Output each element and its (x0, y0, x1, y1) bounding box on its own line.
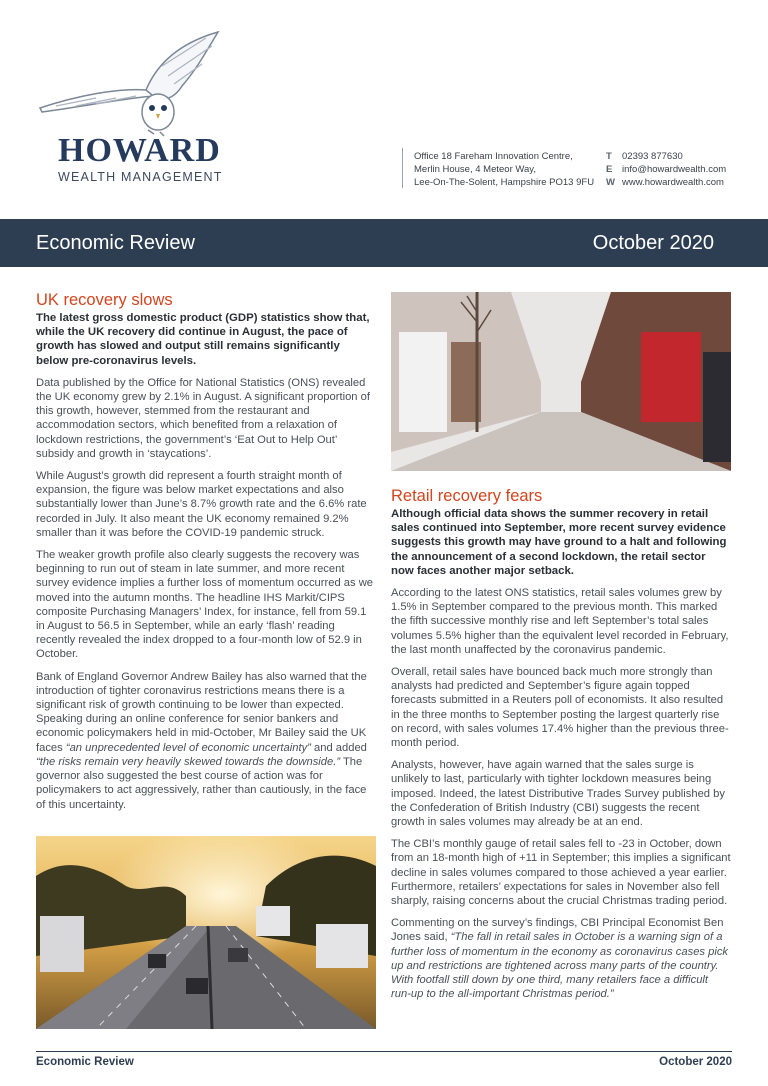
article1-paragraph (36, 670, 374, 812)
banner-date: October 2020 (592, 232, 714, 254)
address-line: Merlin House, 4 Meteor Way, (414, 164, 536, 175)
website-link[interactable]: www.howardwealth.com (622, 177, 724, 188)
article1-lead: The latest gross domestic product (GDP) statistics show that, while the UK recovery did continue in August, the pace of growth has slowed and output still remains significantly below pre-coronavirus levels. (36, 312, 370, 367)
article2-paragraph: Overall, retail sales have bounced back much more strongly than analysts had predicted and September’s figure again topped forecasts submitted in a Reuters poll of economists. It also resulted in the three months to September posting the largest quarterly rise on record, with sales volumes 17.4% higher than the previous three-month period. (391, 666, 729, 750)
email-link[interactable]: info@howardwealth.com (622, 164, 727, 175)
contact-divider (402, 148, 403, 188)
article2-paragraph (391, 916, 731, 1001)
article2-heading: Retail recovery fears (391, 487, 543, 505)
article1-heading: UK recovery slows (36, 291, 173, 309)
text-span: The governor also suggested the best course of action was for policymakers to act aggressively, rather than cautiously, in the face of this uncertainty. (36, 755, 367, 811)
motorway-photo (36, 836, 376, 1029)
article2-paragraph: According to the latest ONS statistics, retail sales volumes grew by 1.5% in September compared to the previous month. This marked the fifth successive monthly rise and left September’s total sales volumes 5.5% higher than the equivalent level recorded in February, the last month unaffected by the coronavirus pandemic. (391, 587, 729, 656)
article2-paragraph: The CBI’s monthly gauge of retail sales fell to -23 in October, down from an 18-month high of +11 in September; this implies a significant decline in sales volumes compared to those achieved a year earlier. Furthermore, retailers’ expectations for sales in November also fell sharply, raising concerns about the crucial Christmas trading period. (391, 838, 731, 908)
article1-body (36, 311, 374, 820)
quote: “the risks remain very heavily skewed towards the downside.” (36, 755, 341, 768)
text-span: and added (310, 741, 367, 754)
article2-paragraph: Analysts, however, have again warned that the sales surge is unlikely to last, particularly with tighter lockdown measures being imposed. Indeed, the latest Distributive Trades Survey published by the Confederation of British Industry (CBI) suggests the recent growth in sales volumes may already be at an end. (391, 759, 725, 829)
text-span: Bank of England Governor Andrew Bailey has also warned that the introduction of tighter coronavirus restrictions means there is a significant risk of growth continuing to be lower than expected. Speaking during an online conference for senior bankers and economic policymakers held in mid-October, Mr Bailey said the UK faces (36, 670, 367, 754)
article1-paragraph: The weaker growth profile also clearly suggests the recovery was beginning to run out of steam in late summer, and more recent survey evidence implies a further loss of momentum occurred as we moved into the autumn months. The headline IHS Markit/CIPS composite Purchasing Managers’ Index, for instance, fell from 59.1 in August to 56.5 in September, while an early ‘flash’ reading recently revealed the index dropped to a four-month low of 52.9 in October. (36, 549, 374, 661)
footer-date: October 2020 (659, 1056, 732, 1068)
web-row (606, 176, 726, 189)
footer-rule (36, 1051, 732, 1052)
office-address (414, 150, 594, 189)
banner-title: Economic Review (36, 232, 195, 254)
phone-key: T (606, 151, 612, 162)
phone-number[interactable]: 02393 877630 (622, 151, 683, 162)
footer-title: Economic Review (36, 1056, 134, 1068)
brand-name: HOWARD (58, 132, 221, 169)
article1-paragraph: While August’s growth did represent a fourth straight month of expansion, the figure was below market expectations and also substantially lower than June’s 8.7% growth rate and the 6.6% rate recorded in July. It also meant the UK economy remained 9.2% smaller than it was before the COVID-19 pandemic struck. (36, 470, 367, 539)
contact-details (606, 150, 726, 189)
web-key: W (606, 177, 615, 188)
shopping-street-photo (391, 292, 731, 471)
brand-tagline: WEALTH MANAGEMENT (58, 170, 223, 184)
quote: “The fall in retail sales in October is a warning sign of a further loss of momentum in the economy as coronavirus cases pick up and restrictions are tightened across many parts of the country. With footfall still down by one third, many retailers face a difficult run-up to the all-important Christmas period.” (391, 931, 729, 1001)
address-line: Lee-On-The-Solent, Hampshire PO13 9FU (414, 177, 595, 188)
article2-lead: Although official data shows the summer recovery in retail sales continued into September, more recent survey evidence suggests this growth may have ground to a halt and following the announcement of a second lockdown, the retail sector now faces another major setback. (391, 508, 727, 577)
email-row (606, 163, 726, 176)
phone-row (606, 150, 726, 163)
text-span: Commenting on the survey’s findings, CBI Principal Economist Ben Jones said, (391, 917, 724, 944)
article2-body (391, 507, 731, 1010)
quote: “an unprecedented level of economic uncertainty” (65, 741, 311, 754)
address-line: Office 18 Fareham Innovation Centre, (414, 151, 573, 162)
email-key: E (606, 164, 613, 175)
owl-logo-icon (36, 26, 226, 138)
article1-paragraph: Data published by the Office for National Statistics (ONS) revealed the UK economy grew by 2.1% in August. A significant proportion of this growth, however, stemmed from the restaurant and accommodation sectors, which benefited from a relaxation of lockdown restrictions, the government’s ‘Eat Out to Help Out’ subsidy and growth in ‘staycations’. (36, 376, 370, 460)
